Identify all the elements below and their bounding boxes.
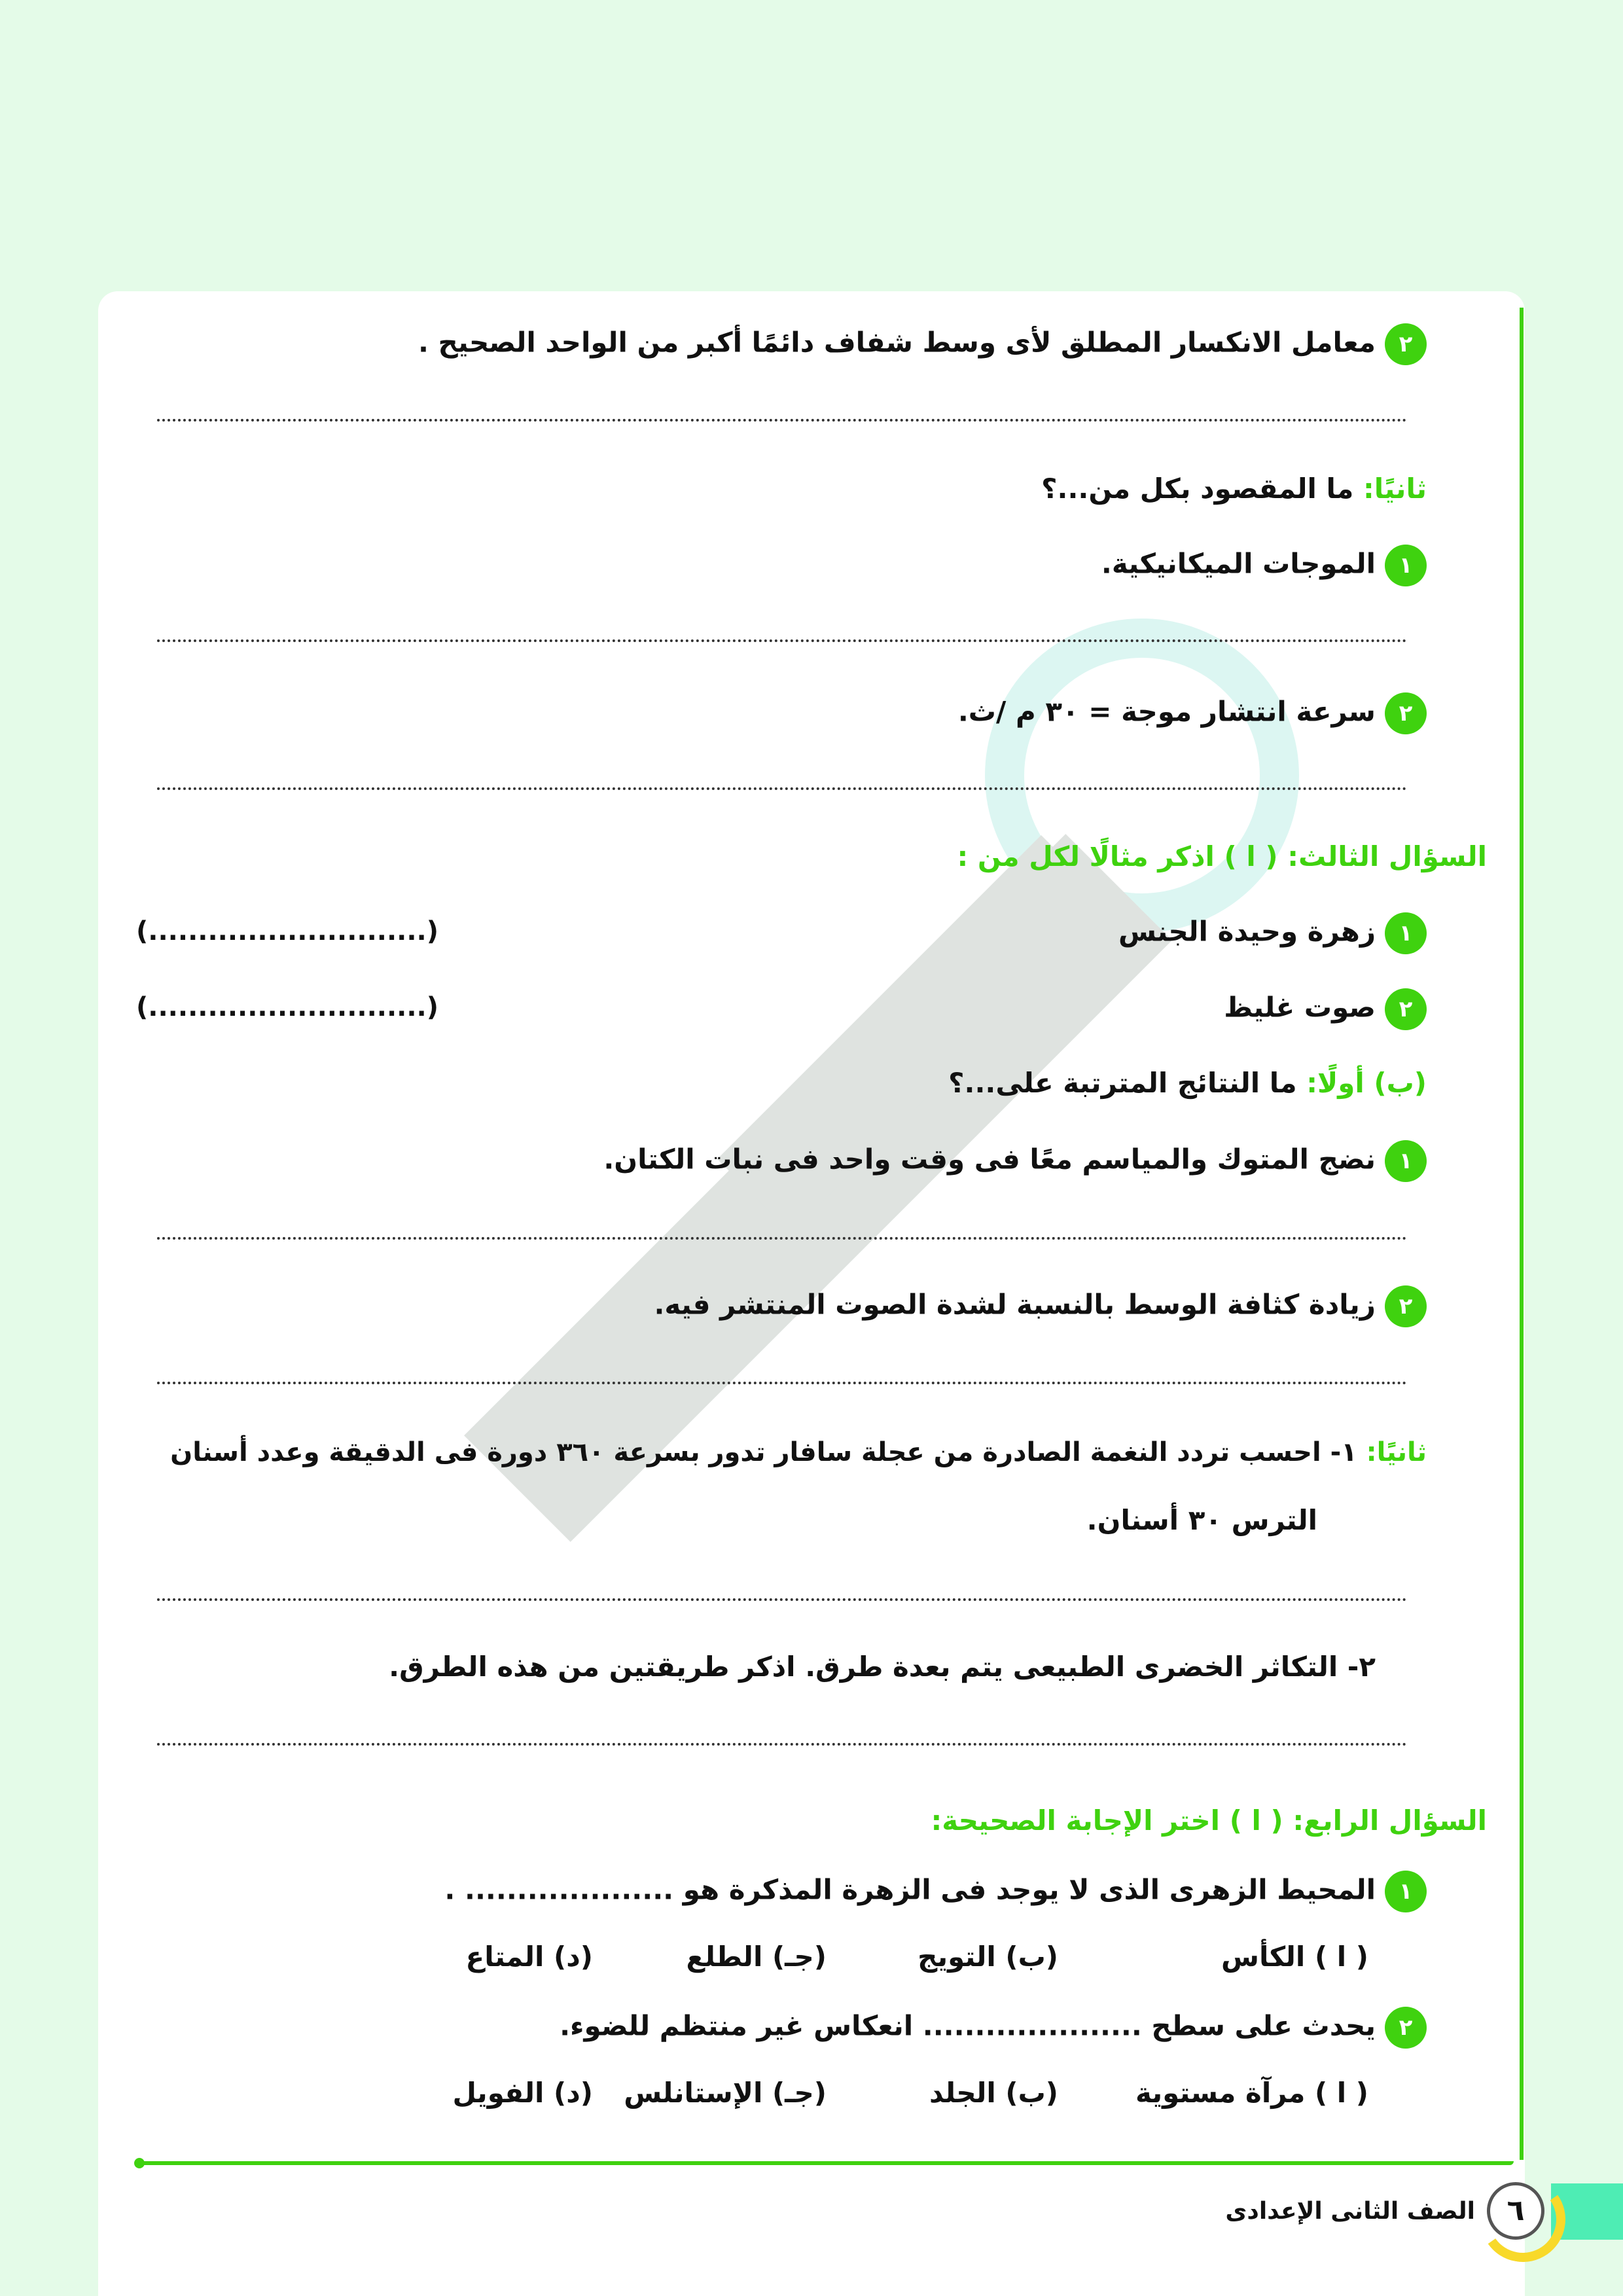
answer-line[interactable]: [157, 1743, 1407, 1746]
question-item: [958, 692, 1427, 734]
heading-label: ثانيًا:: [1366, 1437, 1427, 1467]
page-number: ٦: [1487, 2182, 1544, 2240]
option-b[interactable]: (ب) التويج: [918, 1941, 1058, 1973]
option-d[interactable]: (د) الفويل: [452, 2077, 593, 2109]
question-item: [560, 2007, 1427, 2049]
option-d[interactable]: (د) المتاع: [465, 1941, 593, 1973]
heading-label: (ب) أولًا:: [1306, 1067, 1427, 1099]
answer-blank[interactable]: (............................): [136, 992, 439, 1022]
question-text: سرعة انتشار موجة = ٣٠ م /ث.: [957, 695, 1376, 728]
answer-blank[interactable]: (............................): [136, 916, 439, 946]
option-c[interactable]: (جـ) الطلع: [686, 1941, 827, 1973]
heading-label: ثانيًا:: [1363, 473, 1427, 505]
number-badge: ٢: [1385, 692, 1427, 734]
option-a[interactable]: ( ا ) الكأس: [1221, 1941, 1368, 1973]
grade-label: الصف الثانى الإعدادى: [1225, 2198, 1475, 2225]
question-text: زيادة كثافة الوسط بالنسبة لشدة الصوت المنتشر فيه.: [654, 1288, 1376, 1321]
question-item: [603, 1140, 1427, 1182]
question-item: [1224, 988, 1427, 1030]
question-4-heading: السؤال الرابع: ( ا ) اختر الإجابة الصحيحة:: [931, 1804, 1487, 1837]
answer-line[interactable]: [157, 639, 1407, 642]
question-item: [654, 1285, 1427, 1327]
number-badge: ٢: [1385, 1285, 1427, 1327]
question-text: صوت غليظ: [1224, 991, 1376, 1024]
number-badge: ٢: [1385, 323, 1427, 365]
calc-question-cont: الترس ٣٠ أسنان.: [1086, 1504, 1317, 1536]
heading-text: ما المقصود بكل من...؟: [1041, 473, 1363, 505]
answer-line[interactable]: [157, 1382, 1407, 1384]
answer-line[interactable]: [157, 419, 1407, 422]
answer-line[interactable]: [157, 1237, 1407, 1240]
option-b[interactable]: (ب) الجلد: [929, 2077, 1058, 2109]
answer-line[interactable]: [157, 1598, 1407, 1601]
question-item: [1101, 545, 1427, 586]
question-item: [418, 323, 1427, 365]
answer-line[interactable]: [157, 787, 1407, 790]
panel-border-right: [1520, 308, 1524, 2160]
border-dot: [134, 2158, 145, 2168]
heading-text: ما النتائج المترتبة على...؟: [948, 1067, 1307, 1099]
question-text: ١- احسب تردد النغمة الصادرة من عجلة سافار تدور بسرعة ٣٦٠ دورة فى الدقيقة وعدد أسنان: [170, 1437, 1366, 1467]
section-heading: [1041, 473, 1427, 505]
question-item: [444, 1871, 1427, 1912]
number-badge: ١: [1385, 1871, 1427, 1912]
question-text: زهرة وحيدة الجنس: [1118, 915, 1376, 948]
question-item: [1118, 912, 1427, 954]
number-badge: ٢: [1385, 2007, 1427, 2049]
option-a[interactable]: ( ا ) مرآة مستوية: [1135, 2077, 1368, 2109]
number-badge: ١: [1385, 545, 1427, 586]
option-c[interactable]: (جـ) الإستانلس: [624, 2077, 827, 2109]
question-text: نضج المتوك والمياسم معًا فى وقت واحد فى نبات الكتان.: [603, 1143, 1376, 1175]
question-item: ٢- التكاثر الخضرى الطبيعى يتم بعدة طرق. اذكر طريقتين من هذه الطرق.: [389, 1651, 1376, 1683]
question-text: المحيط الزهرى الذى لا يوجد فى الزهرة المذكرة هو .................... .: [444, 1873, 1376, 1906]
question-text: الموجات الميكانيكية.: [1101, 547, 1376, 580]
question-text: يحدث على سطح ..................... انعكاس غير منتظم للضوء.: [560, 2009, 1376, 2042]
question-3-heading: السؤال الثالث: ( ا ) اذكر مثالًا لكل من :: [957, 840, 1487, 872]
section-heading: [948, 1067, 1427, 1099]
number-badge: ١: [1385, 912, 1427, 954]
panel-border-bottom: [139, 2161, 1514, 2165]
number-badge: ١: [1385, 1140, 1427, 1182]
calc-question: [170, 1437, 1427, 1467]
number-badge: ٢: [1385, 988, 1427, 1030]
question-text: معامل الانكسار المطلق لأى وسط شفاف دائمًا أكبر من الواحد الصحيح .: [418, 326, 1376, 359]
